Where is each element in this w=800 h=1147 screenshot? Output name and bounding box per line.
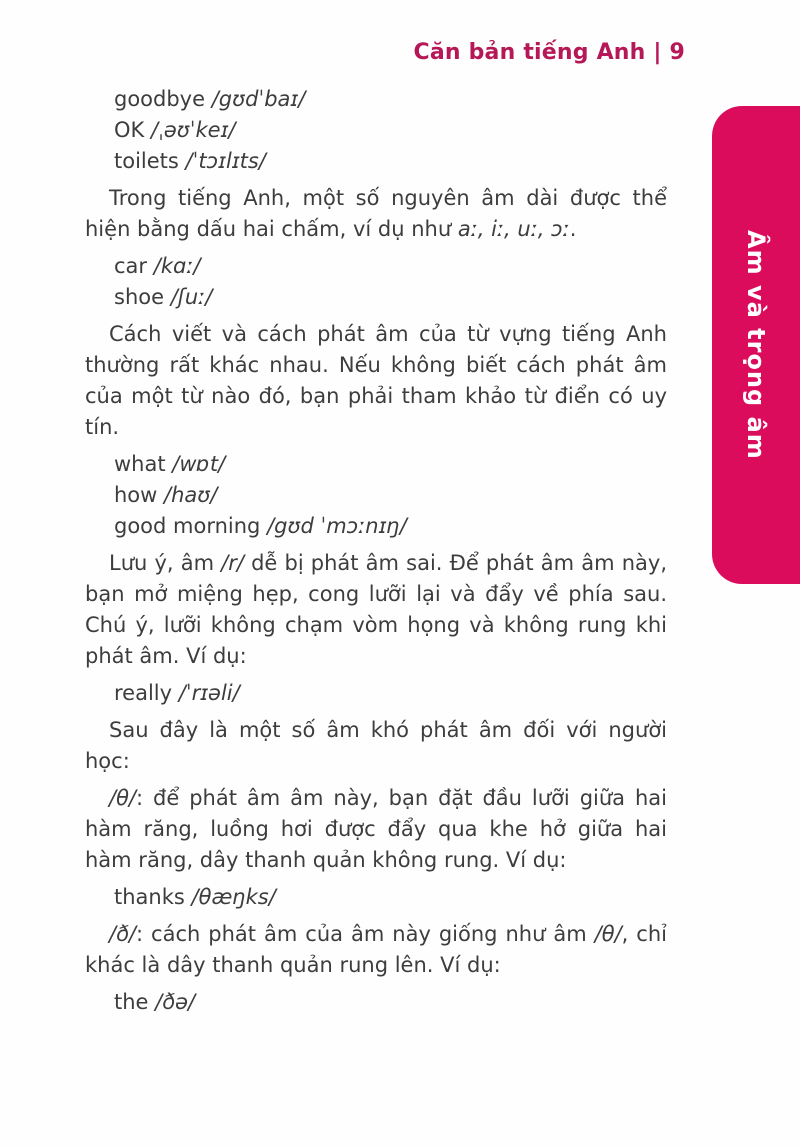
example-line xyxy=(85,84,667,115)
text-segment: dễ bị phát âm sai. Để phát âm âm này, bạn mở miệng hẹp, cong lưỡi lại và đẩy về phía sau. Chú ý, lưỡi không chạm vòm họng và không rung khi phát âm. Ví dụ: xyxy=(85,551,668,668)
chapter-side-tab xyxy=(712,106,800,584)
paragraph xyxy=(85,548,667,672)
example-word: how xyxy=(114,483,158,507)
page-header-title: Căn bản tiếng Anh | 9 xyxy=(413,40,685,65)
paragraph xyxy=(85,183,667,245)
example-word: good morning xyxy=(114,514,261,538)
ipa-inline: /r/ xyxy=(221,551,244,575)
paragraph xyxy=(85,919,667,981)
example-line xyxy=(85,511,667,542)
example-line xyxy=(85,146,667,177)
example-line xyxy=(85,115,667,146)
paragraph xyxy=(85,783,667,876)
example-word: thanks xyxy=(114,885,185,909)
example-word: the xyxy=(114,990,149,1014)
example-ipa: /wɒt/ xyxy=(172,452,226,476)
example-word: shoe xyxy=(114,285,165,309)
example-line xyxy=(85,480,667,511)
example-ipa: /gʊd ˈmɔːnɪŋ/ xyxy=(267,514,407,538)
example-ipa: /ˌəʊˈkeɪ/ xyxy=(151,118,236,142)
text-segment: , chỉ khác là dây thanh quản rung lên. Ví dụ: xyxy=(85,922,667,977)
example-ipa: /kɑː/ xyxy=(153,254,201,278)
example-word: OK xyxy=(114,118,145,142)
example-line xyxy=(85,251,667,282)
example-ipa: /ˈrɪəli/ xyxy=(178,681,240,705)
text-segment: : cách phát âm của âm này giống như âm xyxy=(136,922,595,946)
example-ipa: /gʊdˈbaɪ/ xyxy=(211,87,306,111)
example-line xyxy=(85,882,667,913)
example-ipa: /ðə/ xyxy=(155,990,196,1014)
paragraph xyxy=(85,319,667,443)
page-body xyxy=(85,0,667,1018)
ipa-inline: /θ/ xyxy=(594,922,622,946)
ipa-inline: aː, iː, uː, ɔː xyxy=(457,217,570,241)
example-line xyxy=(85,282,667,313)
example-line xyxy=(85,678,667,709)
text-segment: Cách viết và cách phát âm của từ vựng tiếng Anh thường rất khác nhau. Nếu không biết cách phát âm của một từ nào đó, bạn phải tham khảo từ điển có uy tín. xyxy=(85,322,667,439)
chapter-tab-label: Âm và trọng âm xyxy=(742,230,770,460)
text-segment: Lưu ý, âm xyxy=(109,551,222,575)
example-word: car xyxy=(114,254,148,278)
example-ipa: /ˈtɔɪlɪts/ xyxy=(185,149,266,173)
example-ipa: /θæŋks/ xyxy=(191,885,276,909)
paragraph xyxy=(85,715,667,777)
text-segment: : để phát âm âm này, bạn đặt đầu lưỡi giữa hai hàm răng, luồng hơi được đẩy qua khe hở giữa hai hàm răng, dây thanh quản không rung. Ví dụ: xyxy=(85,786,667,872)
example-line xyxy=(85,987,667,1018)
example-ipa: /haʊ/ xyxy=(164,483,218,507)
text-segment: . xyxy=(569,217,577,241)
text-segment: Trong tiếng Anh, một số nguyên âm dài được thể hiện bằng dấu hai chấm, ví dụ như xyxy=(85,186,667,241)
example-word: what xyxy=(114,452,166,476)
ipa-inline: /ð/ xyxy=(109,922,136,946)
example-word: goodbye xyxy=(114,87,206,111)
example-line xyxy=(85,449,667,480)
example-word: toilets xyxy=(114,149,179,173)
example-ipa: /ʃuː/ xyxy=(170,285,213,309)
example-word: really xyxy=(114,681,173,705)
ipa-inline: /θ/ xyxy=(109,786,136,810)
text-segment: Sau đây là một số âm khó phát âm đối với người học: xyxy=(85,718,667,773)
